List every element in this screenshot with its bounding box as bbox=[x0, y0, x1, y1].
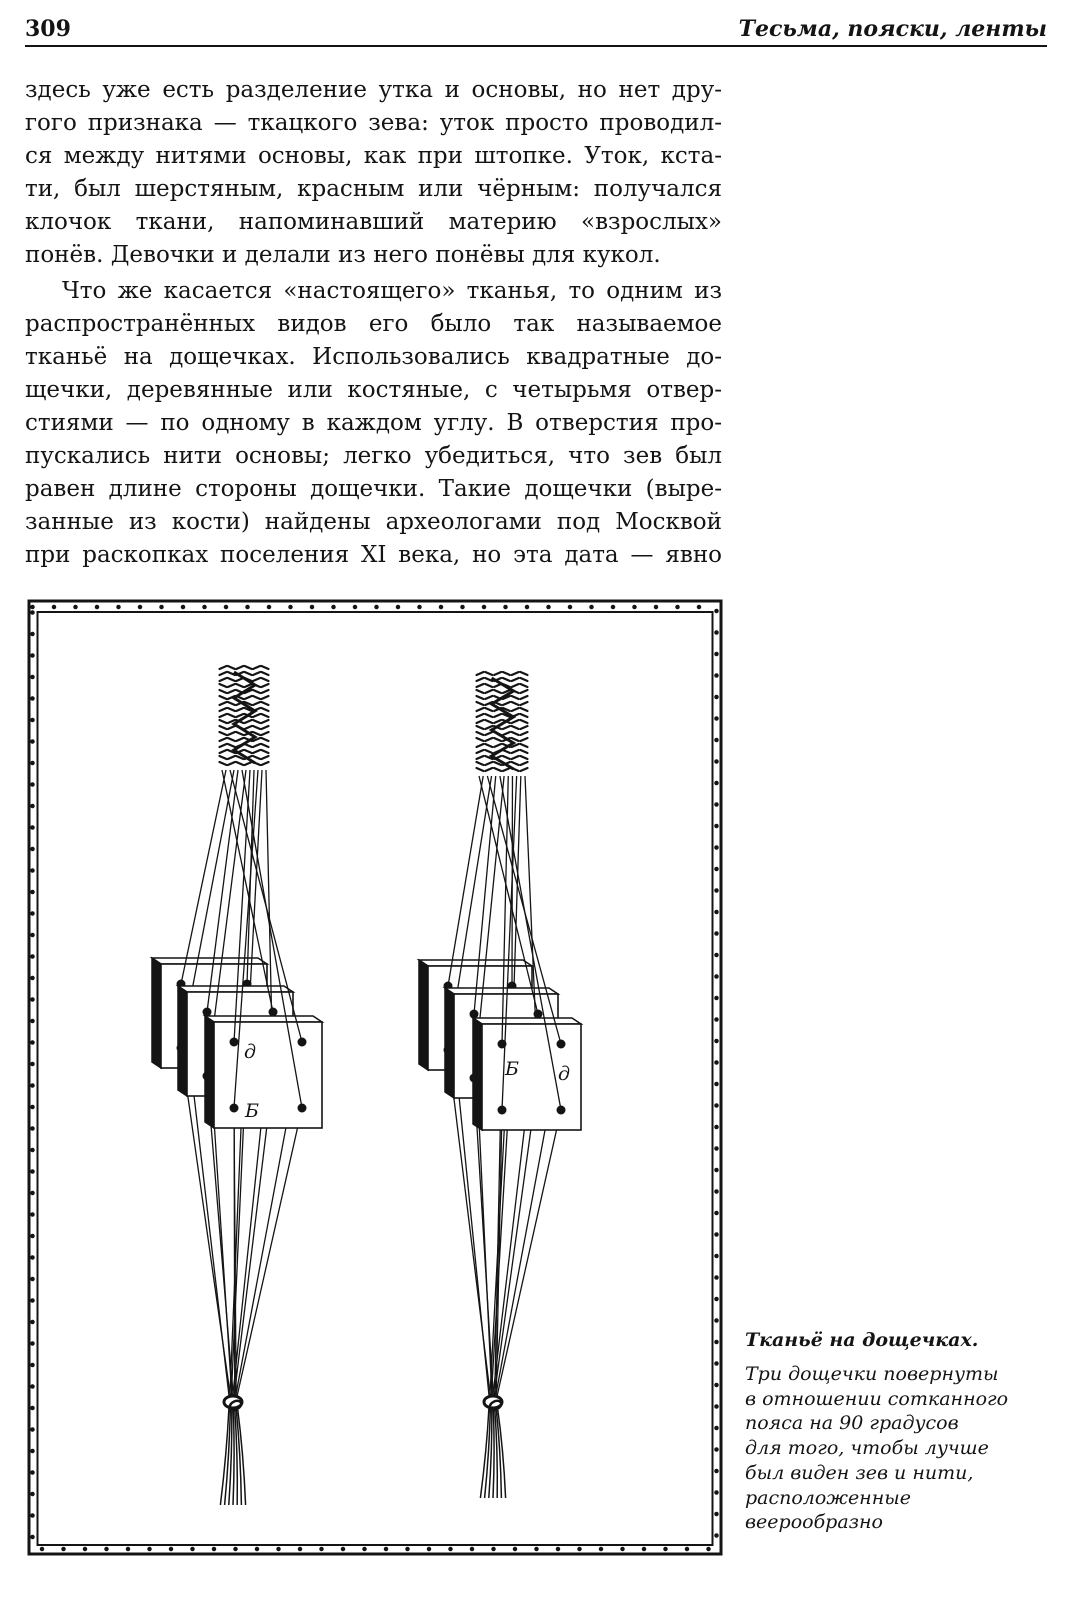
running-title: Тесьма, пояски, ленты bbox=[738, 16, 1047, 42]
caption-line: Три дощечки повернуты bbox=[745, 1363, 999, 1385]
tablet-hole bbox=[230, 1038, 239, 1047]
text-line: распространённых видов его было так называемое bbox=[25, 311, 722, 337]
text-line: понёв. Девочки и делали из него понёвы для кукол. bbox=[25, 242, 661, 268]
tablet-side-edge bbox=[205, 1016, 214, 1128]
tablet-hole bbox=[230, 1104, 239, 1113]
body-text bbox=[25, 74, 722, 572]
tablet-label: Б bbox=[505, 1058, 519, 1080]
tablet-top-edge bbox=[473, 1018, 581, 1024]
tablet-top-edge bbox=[445, 988, 558, 994]
text-line: здесь уже есть разделение утка и основы, но нет дру- bbox=[25, 77, 722, 103]
tablet-top-edge bbox=[152, 958, 267, 964]
caption-line: для того, чтобы лучше bbox=[745, 1437, 989, 1460]
caption-text bbox=[745, 1362, 1075, 1535]
text-line: гого признака — ткацкого зева: уток просто проводил- bbox=[25, 110, 722, 136]
text-line: занные из кости) найдены археологами под Москвой bbox=[25, 509, 722, 535]
tablet-hole bbox=[534, 1010, 543, 1019]
tablet-hole bbox=[203, 1008, 212, 1017]
caption-line: пояса на 90 градусов bbox=[745, 1412, 959, 1435]
tablet-side-edge bbox=[178, 986, 187, 1096]
text-line: равен длине стороны дощечки. Такие дощечки (выре- bbox=[25, 476, 722, 502]
tablet-hole bbox=[470, 1010, 479, 1019]
text-line: щечки, деревянные или костяные, с четырьмя отвер- bbox=[25, 377, 722, 403]
text-line: Что же касается «настоящего» тканья, то одним из bbox=[62, 278, 722, 304]
caption-title: Тканьё на дощечках. bbox=[745, 1329, 979, 1351]
text-line: тканьё на дощечках. Использовались квадратные до- bbox=[25, 344, 722, 370]
tablet-hole bbox=[298, 1104, 307, 1113]
tablet-hole bbox=[557, 1106, 566, 1115]
tablet-hole bbox=[298, 1038, 307, 1047]
text-line: ти, был шерстяным, красным или чёрным: получался bbox=[25, 176, 722, 202]
tablet-side-edge bbox=[152, 958, 161, 1068]
tablet-weaving-illustration bbox=[27, 599, 723, 1557]
caption-line: был виден зев и нити, bbox=[745, 1461, 974, 1484]
tablet-side-edge bbox=[473, 1018, 482, 1130]
tablet-hole bbox=[269, 1008, 278, 1017]
paragraph bbox=[25, 275, 722, 572]
tablet-hole bbox=[557, 1040, 566, 1049]
text-line: пускались нити основы; легко убедиться, что зев был bbox=[25, 443, 722, 469]
tablet-label: Б bbox=[245, 1100, 259, 1122]
header-rule bbox=[25, 45, 1047, 47]
tablet-face bbox=[214, 1022, 322, 1128]
text-line: ся между нитями основы, как при штопке. Уток, кста- bbox=[25, 143, 722, 169]
paragraph bbox=[25, 74, 722, 272]
tablet-top-edge bbox=[178, 986, 293, 992]
figure-frame-outer bbox=[29, 601, 721, 1554]
tablet-label: д bbox=[244, 1041, 257, 1063]
caption-line: в отношении сотканного bbox=[745, 1387, 1009, 1410]
tablet-top-edge bbox=[205, 1016, 322, 1022]
text-line: клочок ткани, напоминавший материю «взрослых» bbox=[25, 209, 722, 235]
tablet-hole bbox=[498, 1040, 507, 1049]
caption-line: веерообразно bbox=[745, 1511, 883, 1534]
tablet-label: д bbox=[558, 1063, 571, 1085]
text-line: стиями — по одному в каждом углу. В отверстия про- bbox=[25, 410, 722, 436]
figure-caption bbox=[745, 1328, 1075, 1535]
page-number: 309 bbox=[25, 16, 71, 42]
caption-line: расположенные bbox=[745, 1486, 911, 1509]
tablet-side-edge bbox=[445, 988, 454, 1098]
tablet-hole bbox=[498, 1106, 507, 1115]
tablet-side-edge bbox=[419, 960, 428, 1070]
text-line: при раскопках поселения XI века, но эта дата — явно bbox=[25, 542, 722, 568]
